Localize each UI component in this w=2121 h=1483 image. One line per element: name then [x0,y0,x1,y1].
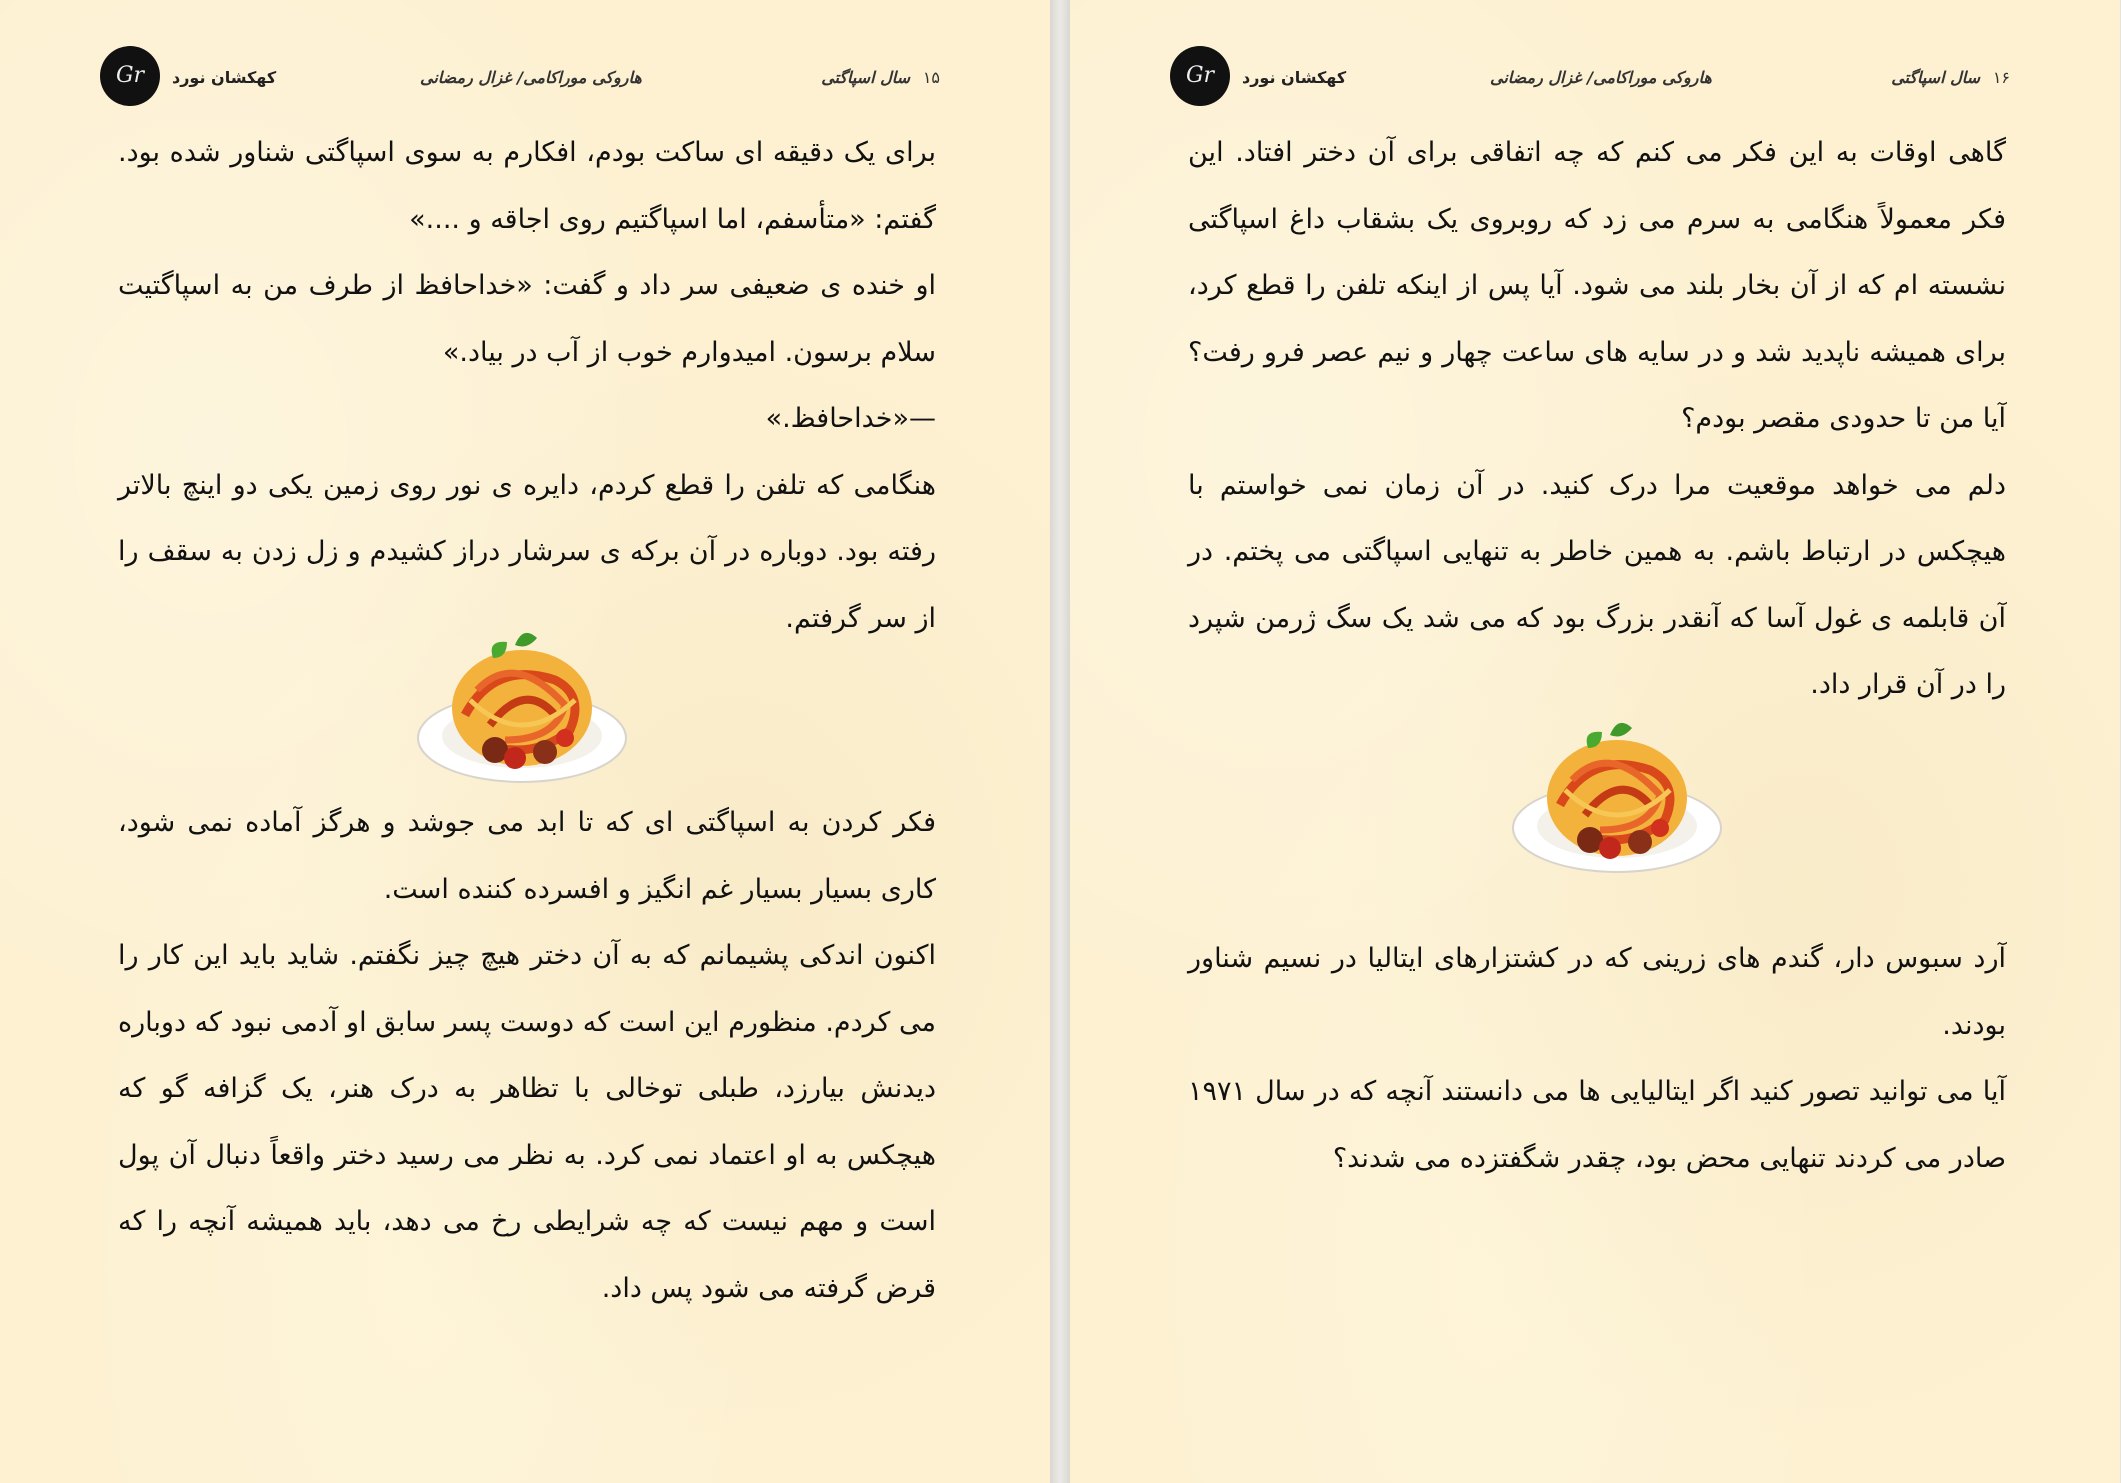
author-translator-line: هاروکی موراکامی/ غزال رمضانی [420,68,642,87]
spaghetti-plate-icon [415,620,630,800]
page-number: ۱۶ [1992,68,2010,87]
left-text-block-top [118,120,936,652]
paragraph: دلم می خواهد موقعیت مرا درک کنید. در آن زمان نمی خواستم با هیچکس در ارتباط باشم. به همین خاطر به تنهایی اسپاگتی می پختم. در آن قابلمه ی غول آسا که آنقدر بزرگ بود که می شد یک سگ ژرمن شپرد را در آن قرار داد. [1188,469,2006,700]
paragraph: آیا می توانید تصور کنید اگر ایتالیایی ها می دانستند آنچه که در سال ۱۹۷۱ صادر می کردند تنهایی محض بود، چقدر شگفتزده می شدند؟ [1188,1076,2006,1174]
paragraph: برای یک دقیقه ای ساکت بودم، افکارم به سوی اسپاگتی شناور شده بود. گفتم: «متأسفم، اما اسپاگتیم روی اجاقه و ....» [118,137,936,235]
right-page [1070,0,2120,1483]
paragraph: —«خداحافظ.» [765,403,936,434]
publisher-name: کهکشان نورد [172,68,277,87]
left-page-header [0,38,1050,128]
publisher-name: کهکشان نورد [1242,68,1347,87]
publisher-logo: Gr [1170,46,1230,106]
paragraph: فکر کردن به اسپاگتی ای که تا ابد می جوشد و هرگز آماده نمی شود، کاری بسیار بسیار غم انگیز و افسرده کننده است. [118,807,936,905]
spaghetti-plate-icon [1510,710,1725,890]
paragraph: او خنده ی ضعیفی سر داد و گفت: «خداحافظ از طرف من به اسپاگتیت سلام برسون. امیدوارم خوب از آب در بیاد.» [118,270,936,368]
right-text-block-bottom [1188,926,2006,1192]
paragraph: گاهی اوقات به این فکر می کنم که چه اتفاقی برای آن دختر افتاد. این فکر معمولاً هنگامی به سرم می زد که روبروی یک بشقاب داغ اسپاگتی نشسته ام که از آن بخار بلند می شود. آیا پس از اینکه تلفن را قطع کرد، برای همیشه ناپدید شد و در سایه های ساعت چهار و نیم عصر فرو رفت؟ آیا من تا حدودی مقصر بودم؟ [1188,137,2006,434]
paragraph: اکنون اندکی پشیمانم که به آن دختر هیچ چیز نگفتم. شاید باید این کار را می کردم. منظورم این است که دوست پسر سابق او آدمی نبود که دوباره دیدنش بیارزد، طبلی توخالی با تظاهر به درک هنر، یک گزافه گو که هیچکس به او اعتماد نمی کرد. به نظر می رسید دختر واقعاً دنبال آن پول است و مهم نیست که چه شرایطی رخ می دهد، باید همیشه آنچه را که قرض گرفته می شود پس داد. [118,940,936,1304]
paragraph: هنگامی که تلفن را قطع کردم، دایره ی نور روی زمین یکی دو اینچ بالاتر رفته بود. دوباره در آن برکه ی سرشار دراز کشیدم و زل زدن به سقف را از سر گرفتم. [118,469,936,634]
author-translator-line: هاروکی موراکامی/ غزال رمضانی [1490,68,1712,87]
running-book-title: سال اسپاگتی [1891,68,1980,87]
left-text-block-bottom [118,790,936,1322]
right-text-block-top [1188,120,2006,719]
page-number: ۱۵ [922,68,940,87]
right-page-header [1070,38,2120,128]
book-gutter [1050,0,1070,1483]
paragraph: آرد سبوس دار، گندم های زرینی که در کشتزارهای ایتالیا در نسیم شناور بودند. [1188,943,2006,1041]
running-book-title: سال اسپاگتی [821,68,910,87]
publisher-logo: Gr [100,46,160,106]
left-page [0,0,1050,1483]
